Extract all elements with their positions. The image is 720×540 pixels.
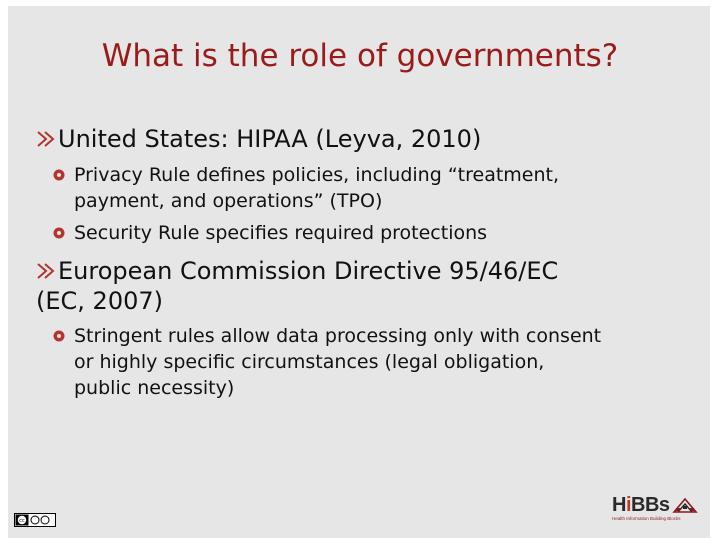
- sub-bullet-stringent-rules: [52, 323, 601, 401]
- sub-bullet-line: or highly specific circumstances (legal obligation,: [74, 351, 545, 373]
- sub-bullet-line: payment, and operations” (TPO): [74, 190, 383, 212]
- sub-bullet-line: Security Rule specifies required protections: [74, 222, 488, 244]
- arrow-bullet-icon: [36, 130, 56, 148]
- dot-bullet-icon: [52, 168, 66, 182]
- arrow-bullet-icon: [36, 262, 56, 280]
- logo-mark-icon: [672, 496, 698, 514]
- logo-wordmark: HiBBs: [612, 494, 670, 516]
- creative-commons-icon: [14, 513, 56, 527]
- bullet-text-line: European Commission Directive 95/46/EC: [58, 257, 559, 285]
- bullet-european-commission: [36, 256, 558, 316]
- dot-bullet-icon: [52, 329, 66, 343]
- dot-bullet-icon: [52, 226, 66, 240]
- sub-bullet-line: public necessity): [74, 377, 235, 399]
- sub-bullet-line: Stringent rules allow data processing only with consent: [74, 325, 602, 347]
- bullet-united-states: [36, 124, 481, 154]
- sub-bullet-privacy-rule: [52, 162, 559, 214]
- bullet-text-line: (EC, 2007): [36, 287, 163, 315]
- sub-bullet-security-rule: [52, 220, 487, 246]
- cc-badge-label: cc: [19, 518, 25, 524]
- logo-tagline: Health Information Building Blocks: [612, 516, 681, 521]
- sub-bullet-line: Privacy Rule defines policies, including “treatment,: [74, 164, 560, 186]
- slide-title: What is the role of governments?: [101, 38, 619, 74]
- bullet-text: United States: HIPAA (Leyva, 2010): [58, 125, 482, 153]
- hibbs-logo: [612, 494, 698, 530]
